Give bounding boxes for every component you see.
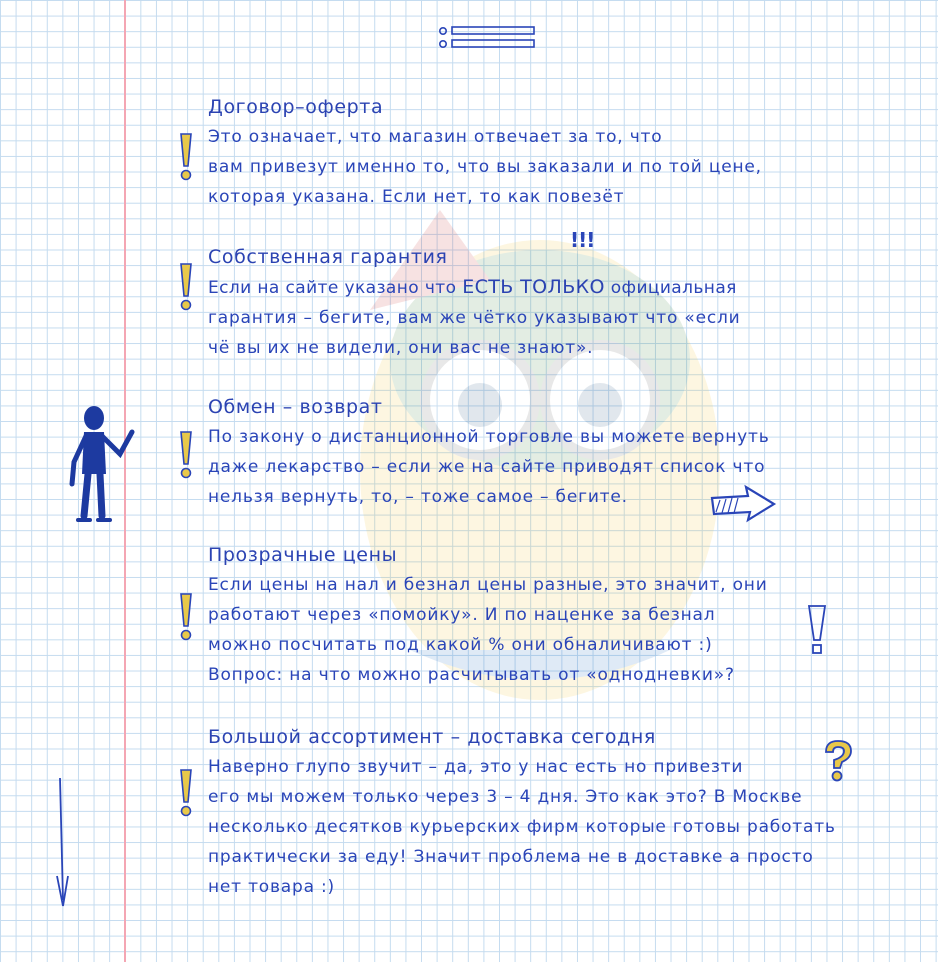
section-line: нельзя вернуть, то, – тоже самое – бегите. — [208, 487, 628, 507]
section-line: Если цены на нал и безнал цены разные, это значит, они — [208, 575, 768, 595]
exclamation-icon — [178, 768, 194, 818]
section-transparent-prices — [208, 540, 908, 690]
section-offer-contract — [208, 92, 908, 212]
question-icon — [818, 738, 858, 784]
section-large-assortment — [208, 722, 908, 902]
section-line: практически за еду! Значит проблема не в доставке а просто — [208, 847, 814, 867]
section-exchange-return — [208, 392, 908, 512]
line-prefix: Если на сайте указано что — [208, 278, 463, 298]
section-title: Прозрачные цены — [208, 544, 398, 566]
section-line: гарантия – бегите, вам же чётко указывают что «если — [208, 308, 741, 328]
section-line: чё вы их не видели, они вас не знают». — [208, 338, 594, 358]
section-line: Вопрос: на что можно расчитывать от «однодневки»? — [208, 665, 735, 685]
section-title: Собственная гарантия — [208, 246, 448, 268]
section-line: По закону о дистанционной торговле вы можете вернуть — [208, 427, 770, 447]
exclamation-icon — [178, 262, 194, 312]
section-line: его мы можем только через 3 – 4 дня. Это как это? В Москве — [208, 787, 803, 807]
section-line: которая указана. Если нет, то как повезёт — [208, 187, 625, 207]
stick-figure-icon — [66, 404, 142, 528]
section-line: несколько десятков курьерских фирм которые готовы работать — [208, 817, 836, 837]
section-line — [208, 272, 908, 303]
arrow-down-icon — [52, 776, 72, 910]
exclamation-icon — [178, 132, 194, 182]
outline-exclamation-icon — [806, 604, 828, 656]
triple-exclamation-annotation: !!! — [570, 228, 595, 252]
section-own-warranty — [208, 242, 908, 363]
section-line: даже лекарство – если же на сайте приводят список что — [208, 457, 766, 477]
section-line: можно посчитать под какой % они обналичивают :) — [208, 635, 713, 655]
exclamation-icon — [178, 592, 194, 642]
line-suffix: официальная — [610, 278, 737, 298]
section-line: работают через «помойку». И по наценке за безнал — [208, 605, 716, 625]
section-line: вам привезут именно то, что вы заказали и по той цене, — [208, 157, 762, 177]
menu-icon[interactable] — [436, 24, 536, 52]
section-title: Договор–оферта — [208, 96, 384, 118]
section-title: Большой ассортимент – доставка сегодня — [208, 726, 656, 748]
emphasis-text: ЕСТЬ ТОЛЬКО — [462, 276, 605, 298]
arrow-right-icon — [708, 484, 778, 524]
exclamation-icon — [178, 430, 194, 480]
section-line: нет товара :) — [208, 877, 335, 897]
section-line: Это означает, что магазин отвечает за то, что — [208, 127, 663, 147]
section-line: Наверно глупо звучит – да, это у нас есть но привезти — [208, 757, 744, 777]
section-title: Обмен – возврат — [208, 396, 383, 418]
